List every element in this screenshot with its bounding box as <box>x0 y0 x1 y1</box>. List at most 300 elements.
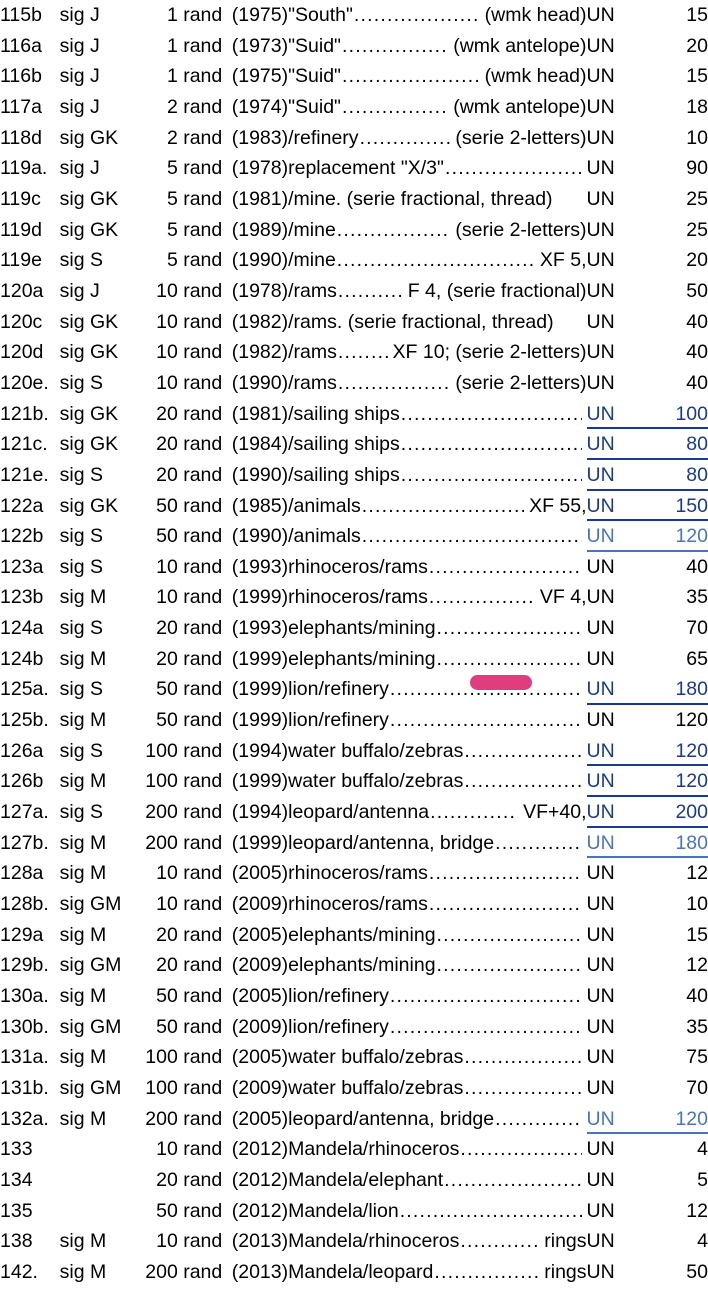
grade-cell: UN <box>586 279 615 302</box>
denomination-cell: 50 rand <box>156 525 223 548</box>
catalog-number-cell: 127a. <box>0 801 49 824</box>
grade-cell: UN <box>586 647 615 670</box>
denomination-cell: 100 rand <box>145 770 223 793</box>
table-row <box>0 920 708 951</box>
year-cell: (1989) <box>231 218 289 241</box>
year-cell: (1999) <box>231 831 289 854</box>
description-text: water buffalo/zebras <box>288 770 464 793</box>
denomination-cell: 5 rand <box>166 249 223 272</box>
table-row[interactable] <box>0 766 708 797</box>
description-text: lion/refinery <box>288 709 389 732</box>
description-text: /sailing ships <box>288 433 400 456</box>
dot-leader <box>437 613 582 644</box>
denomination-cell: 20 rand <box>156 463 223 486</box>
description-text: leopard/antenna <box>288 801 430 824</box>
year-cell: (1982) <box>231 310 289 333</box>
year-cell: (1994) <box>231 739 289 762</box>
description-grade-note: (wmk head) <box>484 65 587 88</box>
signature-cell: sig S <box>59 555 104 578</box>
dot-leader <box>342 61 480 92</box>
dot-leader <box>429 889 582 920</box>
description-text: /sailing ships <box>288 402 400 425</box>
catalog-number-cell: 129a <box>0 923 44 946</box>
dot-leader <box>400 1196 582 1227</box>
description-cell <box>288 1104 586 1135</box>
year-cell: (1975) <box>231 4 289 26</box>
description-cell <box>288 981 586 1012</box>
description-cell <box>288 429 586 460</box>
table-row <box>0 337 708 368</box>
description-text: Mandela/leopard <box>288 1260 434 1283</box>
description-text: Mandela/rhinoceros <box>288 1138 460 1161</box>
description-grade-note: rings <box>544 1230 587 1253</box>
year-cell: (2012) <box>231 1199 289 1222</box>
denomination-cell: 200 rand <box>145 1260 223 1283</box>
grade-cell: UN <box>586 1199 615 1222</box>
year-cell: (2009) <box>231 893 289 916</box>
catalog-number-cell: 128b. <box>0 893 49 916</box>
catalog-number-cell: 130a. <box>0 985 49 1007</box>
catalog-number-cell: 127b. <box>0 831 49 854</box>
table-row[interactable] <box>0 1104 708 1135</box>
table-row <box>0 1012 708 1043</box>
catalog-number-cell: 122a <box>0 494 44 517</box>
description-cell <box>288 0 586 31</box>
catalog-number-cell: 120c <box>0 310 43 333</box>
table-row <box>0 307 708 338</box>
description-cell <box>288 1257 586 1288</box>
table-row <box>0 276 708 307</box>
dot-leader <box>362 491 524 522</box>
year-cell: (2009) <box>231 954 289 977</box>
catalog-number-cell: 124b <box>0 647 44 670</box>
table-row <box>0 1073 708 1104</box>
year-cell: (1990) <box>231 371 289 394</box>
table-row[interactable] <box>0 797 708 828</box>
table-row <box>0 582 708 613</box>
dot-leader <box>464 736 581 767</box>
denomination-cell: 20 rand <box>156 617 223 640</box>
dot-leader <box>430 797 518 828</box>
year-cell: (1985) <box>231 494 289 517</box>
description-grade-note: (serie 2-letters) <box>455 218 587 241</box>
description-cell <box>288 153 586 184</box>
catalog-number-cell: 116b <box>0 65 42 88</box>
description-text: Mandela/elephant <box>288 1168 444 1191</box>
description-grade-note: XF 10; (serie 2-letters) <box>392 341 587 364</box>
table-row <box>0 1134 708 1165</box>
catalog-number-cell: 117a <box>0 95 42 118</box>
dot-leader <box>390 705 582 736</box>
grade-cell: UN <box>586 985 615 1007</box>
year-cell: (2009) <box>231 1015 289 1038</box>
year-cell: (1974) <box>231 95 289 118</box>
description-text: elephants/mining <box>288 954 436 977</box>
denomination-cell: 10 rand <box>156 279 223 302</box>
signature-cell <box>60 1165 132 1196</box>
price-cell[interactable]: 120 <box>632 521 708 552</box>
grade-cell: UN <box>586 218 615 241</box>
price-cell: 50 <box>686 279 708 302</box>
description-cell <box>288 184 586 215</box>
denomination-cell: 10 rand <box>156 1138 223 1161</box>
price-cell: 35 <box>686 586 708 609</box>
grade-cell: UN <box>586 1015 615 1038</box>
description-text: /rams <box>288 279 337 302</box>
grade-cell[interactable]: UN <box>587 828 632 859</box>
grade-cell: UN <box>586 371 615 394</box>
description-text: "Suid" <box>288 34 341 57</box>
catalog-number-cell: 120e. <box>0 371 49 394</box>
denomination-cell: 2 rand <box>166 126 223 149</box>
denomination-cell: 200 rand <box>145 831 223 854</box>
denomination-cell: 1 rand <box>166 4 223 26</box>
denomination-cell: 50 rand <box>156 1199 223 1222</box>
price-cell[interactable]: 180 <box>632 828 708 859</box>
description-text: leopard/antenna, bridge <box>288 1107 495 1130</box>
signature-cell: sig M <box>59 923 107 946</box>
year-cell: (1981) <box>231 187 289 210</box>
grade-cell: UN <box>586 65 615 88</box>
table-row[interactable] <box>0 399 708 430</box>
denomination-cell: 50 rand <box>156 1015 223 1038</box>
year-cell: (2012) <box>231 1138 289 1161</box>
description-cell <box>288 92 586 123</box>
signature-cell: sig S <box>59 678 104 701</box>
year-cell: (2005) <box>231 923 289 946</box>
price-cell: 25 <box>686 187 708 210</box>
dot-leader <box>401 429 582 460</box>
description-cell <box>288 889 586 920</box>
dot-leader <box>354 0 480 31</box>
grade-cell[interactable]: UN <box>587 521 632 552</box>
dot-leader <box>337 245 535 276</box>
description-cell <box>288 276 586 307</box>
table-row <box>0 31 708 62</box>
description-cell <box>288 1196 586 1227</box>
denomination-cell: 1 rand <box>166 65 223 88</box>
price-cell: 18 <box>686 95 708 118</box>
price-cell: 12 <box>686 954 708 977</box>
year-cell: (2005) <box>231 862 289 885</box>
denomination-cell: 10 rand <box>156 1230 223 1253</box>
price-cell[interactable]: 120 <box>632 1104 708 1135</box>
description-grade-note: (wmk head) <box>484 4 587 26</box>
description-text: rhinoceros/rams <box>288 862 428 885</box>
description-cell <box>288 1042 586 1073</box>
grade-cell: UN <box>586 1230 615 1253</box>
description-text: elephants/mining <box>288 923 436 946</box>
signature-cell: sig S <box>59 739 104 762</box>
table-row[interactable] <box>0 429 708 460</box>
dot-leader <box>437 644 582 675</box>
description-cell <box>288 950 586 981</box>
signature-cell: sig GK <box>59 310 119 333</box>
catalog-number-cell: 128a <box>0 862 44 885</box>
description-text: /mine <box>288 249 336 272</box>
description-grade-note: (serie 2-letters) <box>455 126 587 149</box>
price-cell: 50 <box>686 1260 708 1283</box>
denomination-cell: 50 rand <box>156 494 223 517</box>
catalog-number-cell: 118d <box>0 126 42 149</box>
dot-leader <box>460 1226 539 1257</box>
grade-cell[interactable]: UN <box>587 491 632 522</box>
description-grade-note: VF 4, <box>539 586 587 609</box>
catalog-number-cell: 131b. <box>0 1076 49 1099</box>
price-cell[interactable]: 80 <box>632 429 708 460</box>
table-row <box>0 61 708 92</box>
description-cell <box>288 399 586 430</box>
grade-cell: UN <box>586 709 615 732</box>
signature-cell: sig M <box>59 1230 107 1253</box>
price-cell[interactable]: 80 <box>632 460 708 491</box>
catalog-number-cell: 142. <box>0 1260 38 1283</box>
signature-cell: sig S <box>59 371 104 394</box>
description-cell <box>288 245 586 276</box>
catalog-number-cell: 122b <box>0 525 44 548</box>
grade-cell: UN <box>586 586 615 609</box>
price-cell: 25 <box>686 218 708 241</box>
denomination-cell: 20 rand <box>156 647 223 670</box>
table-row[interactable] <box>0 674 708 705</box>
grade-cell[interactable]: UN <box>587 399 632 430</box>
year-cell: (1982) <box>231 341 289 364</box>
catalog-number-cell: 132a. <box>0 1107 49 1130</box>
table-row <box>0 1196 708 1227</box>
denomination-cell: 10 rand <box>156 310 223 333</box>
dot-leader <box>360 123 451 154</box>
grade-cell: UN <box>586 341 615 364</box>
year-cell: (1994) <box>231 801 289 824</box>
year-cell: (2005) <box>231 985 289 1007</box>
catalog-number-cell: 129b. <box>0 954 49 977</box>
table-row[interactable] <box>0 491 708 522</box>
price-cell[interactable]: 100 <box>632 399 708 430</box>
catalog-number-cell: 119c <box>0 187 41 210</box>
year-cell: (1999) <box>231 647 289 670</box>
dot-leader <box>464 1073 581 1104</box>
signature-cell: sig GK <box>59 218 119 241</box>
catalog-number-cell: 125b. <box>0 709 49 732</box>
grade-cell[interactable]: UN <box>587 1104 632 1135</box>
grade-cell[interactable]: UN <box>587 736 632 767</box>
price-cell: 75 <box>686 1046 708 1069</box>
catalog-number-cell: 124a <box>0 617 44 640</box>
price-cell[interactable]: 120 <box>632 766 708 797</box>
signature-cell: sig S <box>59 463 104 486</box>
dot-leader <box>401 399 582 430</box>
price-cell: 20 <box>686 34 708 57</box>
price-cell: 4 <box>697 1138 708 1161</box>
signature-cell: sig M <box>59 1107 107 1130</box>
year-cell: (2012) <box>231 1168 289 1191</box>
year-cell: (1973) <box>231 34 289 57</box>
description-cell <box>288 491 586 522</box>
table-row <box>0 368 708 399</box>
signature-cell: sig GK <box>59 126 119 149</box>
price-cell[interactable]: 200 <box>632 797 708 828</box>
price-cell: 40 <box>686 310 708 333</box>
year-cell: (1990) <box>231 525 289 548</box>
description-cell <box>288 1073 586 1104</box>
description-text: replacement "X/3" <box>288 157 444 180</box>
price-cell[interactable]: 180 <box>632 674 708 705</box>
description-cell <box>288 1134 586 1165</box>
description-text: water buffalo/zebras <box>288 1046 464 1069</box>
price-cell: 10 <box>686 893 708 916</box>
table-row <box>0 1226 708 1257</box>
denomination-cell: 5 rand <box>166 218 223 241</box>
year-cell: (1978) <box>231 279 289 302</box>
denomination-cell: 200 rand <box>145 801 223 824</box>
grade-cell[interactable]: UN <box>587 429 632 460</box>
table-row <box>0 0 708 31</box>
price-cell[interactable]: 120 <box>632 736 708 767</box>
signature-cell: sig GK <box>59 341 119 364</box>
dot-leader <box>338 368 451 399</box>
denomination-cell: 10 rand <box>156 862 223 885</box>
description-cell <box>288 644 586 675</box>
table-row[interactable] <box>0 736 708 767</box>
dot-leader <box>464 766 581 797</box>
description-grade-note: (wmk antelope) <box>453 34 587 57</box>
grade-cell[interactable]: UN <box>587 766 632 797</box>
description-cell <box>288 123 586 154</box>
year-cell: (1993) <box>231 617 289 640</box>
dot-leader <box>495 1104 581 1135</box>
signature-cell: sig GM <box>59 1015 122 1038</box>
signature-cell: sig GM <box>59 893 122 916</box>
grade-cell: UN <box>586 249 615 272</box>
price-cell: 40 <box>686 371 708 394</box>
signature-cell: sig GK <box>59 187 119 210</box>
grade-cell: UN <box>586 1046 615 1069</box>
signature-cell: sig M <box>59 831 107 854</box>
description-cell <box>288 797 586 828</box>
description-grade-note: F 4, (serie fractional) <box>407 279 587 302</box>
table-row <box>0 613 708 644</box>
year-cell: (1993) <box>231 555 289 578</box>
description-cell <box>288 307 586 338</box>
denomination-cell: 20 rand <box>156 923 223 946</box>
grade-cell[interactable]: UN <box>587 797 632 828</box>
year-cell: (2013) <box>231 1230 289 1253</box>
table-row[interactable] <box>0 460 708 491</box>
grade-cell: UN <box>586 157 615 180</box>
table-row <box>0 215 708 246</box>
catalog-number-cell: 119a. <box>0 157 48 180</box>
catalog-number-cell: 126a <box>0 739 44 762</box>
dot-leader <box>390 981 582 1012</box>
catalog-number-cell: 126b <box>0 770 44 793</box>
description-text: /mine. (serie fractional, thread) <box>288 187 553 210</box>
description-text: "Suid" <box>288 65 341 88</box>
dot-leader <box>429 552 582 583</box>
grade-cell: UN <box>586 1260 615 1283</box>
denomination-cell: 20 rand <box>156 954 223 977</box>
year-cell: (2013) <box>231 1260 289 1283</box>
price-cell[interactable]: 150 <box>632 491 708 522</box>
grade-cell: UN <box>586 555 615 578</box>
description-text: /sailing ships <box>288 463 400 486</box>
price-cell: 12 <box>686 862 708 885</box>
description-cell <box>288 766 586 797</box>
description-cell <box>288 613 586 644</box>
denomination-cell: 5 rand <box>166 157 223 180</box>
description-text: elephants/mining <box>288 617 436 640</box>
denomination-cell: 100 rand <box>145 739 223 762</box>
grade-cell: UN <box>586 1138 615 1161</box>
description-cell <box>288 674 586 705</box>
grade-cell: UN <box>586 1076 615 1099</box>
table-row <box>0 552 708 583</box>
table-row <box>0 981 708 1012</box>
price-cell: 4 <box>697 1230 708 1253</box>
year-cell: (1984) <box>231 433 289 456</box>
denomination-cell: 10 rand <box>156 555 223 578</box>
year-cell: (1999) <box>231 586 289 609</box>
description-cell <box>288 1012 586 1043</box>
table-row[interactable] <box>0 828 708 859</box>
denomination-cell: 10 rand <box>156 371 223 394</box>
signature-cell: sig J <box>59 34 100 57</box>
grade-cell[interactable]: UN <box>587 460 632 491</box>
dot-leader <box>342 31 448 62</box>
description-cell <box>288 705 586 736</box>
catalog-number-cell: 121b. <box>0 402 49 425</box>
description-grade-note: (serie 2-letters) <box>455 371 587 394</box>
signature-cell: sig GM <box>59 1076 122 1099</box>
signature-cell: sig M <box>59 647 107 670</box>
description-text: lion/refinery <box>288 678 389 701</box>
signature-cell: sig M <box>59 862 107 885</box>
grade-cell: UN <box>586 617 615 640</box>
catalog-number-cell: 134 <box>0 1168 33 1191</box>
grade-cell: UN <box>586 187 615 210</box>
catalog-number-cell: 123b <box>0 586 44 609</box>
signature-cell: sig M <box>59 1260 107 1283</box>
year-cell: (1981) <box>231 402 289 425</box>
grade-cell: UN <box>586 310 615 333</box>
signature-cell: sig S <box>59 617 104 640</box>
description-grade-note: XF 55, <box>529 494 587 517</box>
grade-cell: UN <box>586 954 615 977</box>
catalog-number-cell: 123a <box>0 555 44 578</box>
denomination-cell: 1 rand <box>166 34 223 57</box>
denomination-cell: 10 rand <box>156 341 223 364</box>
table-row <box>0 1257 708 1288</box>
table-row <box>0 184 708 215</box>
catalog-number-cell: 116a <box>0 34 42 57</box>
table-row[interactable] <box>0 521 708 552</box>
grade-cell[interactable]: UN <box>587 674 632 705</box>
dot-leader <box>401 460 582 491</box>
table-row <box>0 889 708 920</box>
dot-leader <box>437 920 582 951</box>
price-cell: 70 <box>686 1076 708 1099</box>
catalog-number-cell: 121c. <box>0 433 48 456</box>
signature-cell: sig M <box>59 709 107 732</box>
description-text: /mine <box>288 218 336 241</box>
catalog-number-cell: 125a. <box>0 678 49 701</box>
signature-cell: sig J <box>59 4 100 26</box>
description-cell <box>288 31 586 62</box>
price-cell: 15 <box>686 4 708 26</box>
dot-leader <box>338 276 403 307</box>
description-grade-note: VF+40, <box>523 801 587 824</box>
denomination-cell: 50 rand <box>156 709 223 732</box>
catalog-number-cell: 133 <box>0 1138 33 1161</box>
